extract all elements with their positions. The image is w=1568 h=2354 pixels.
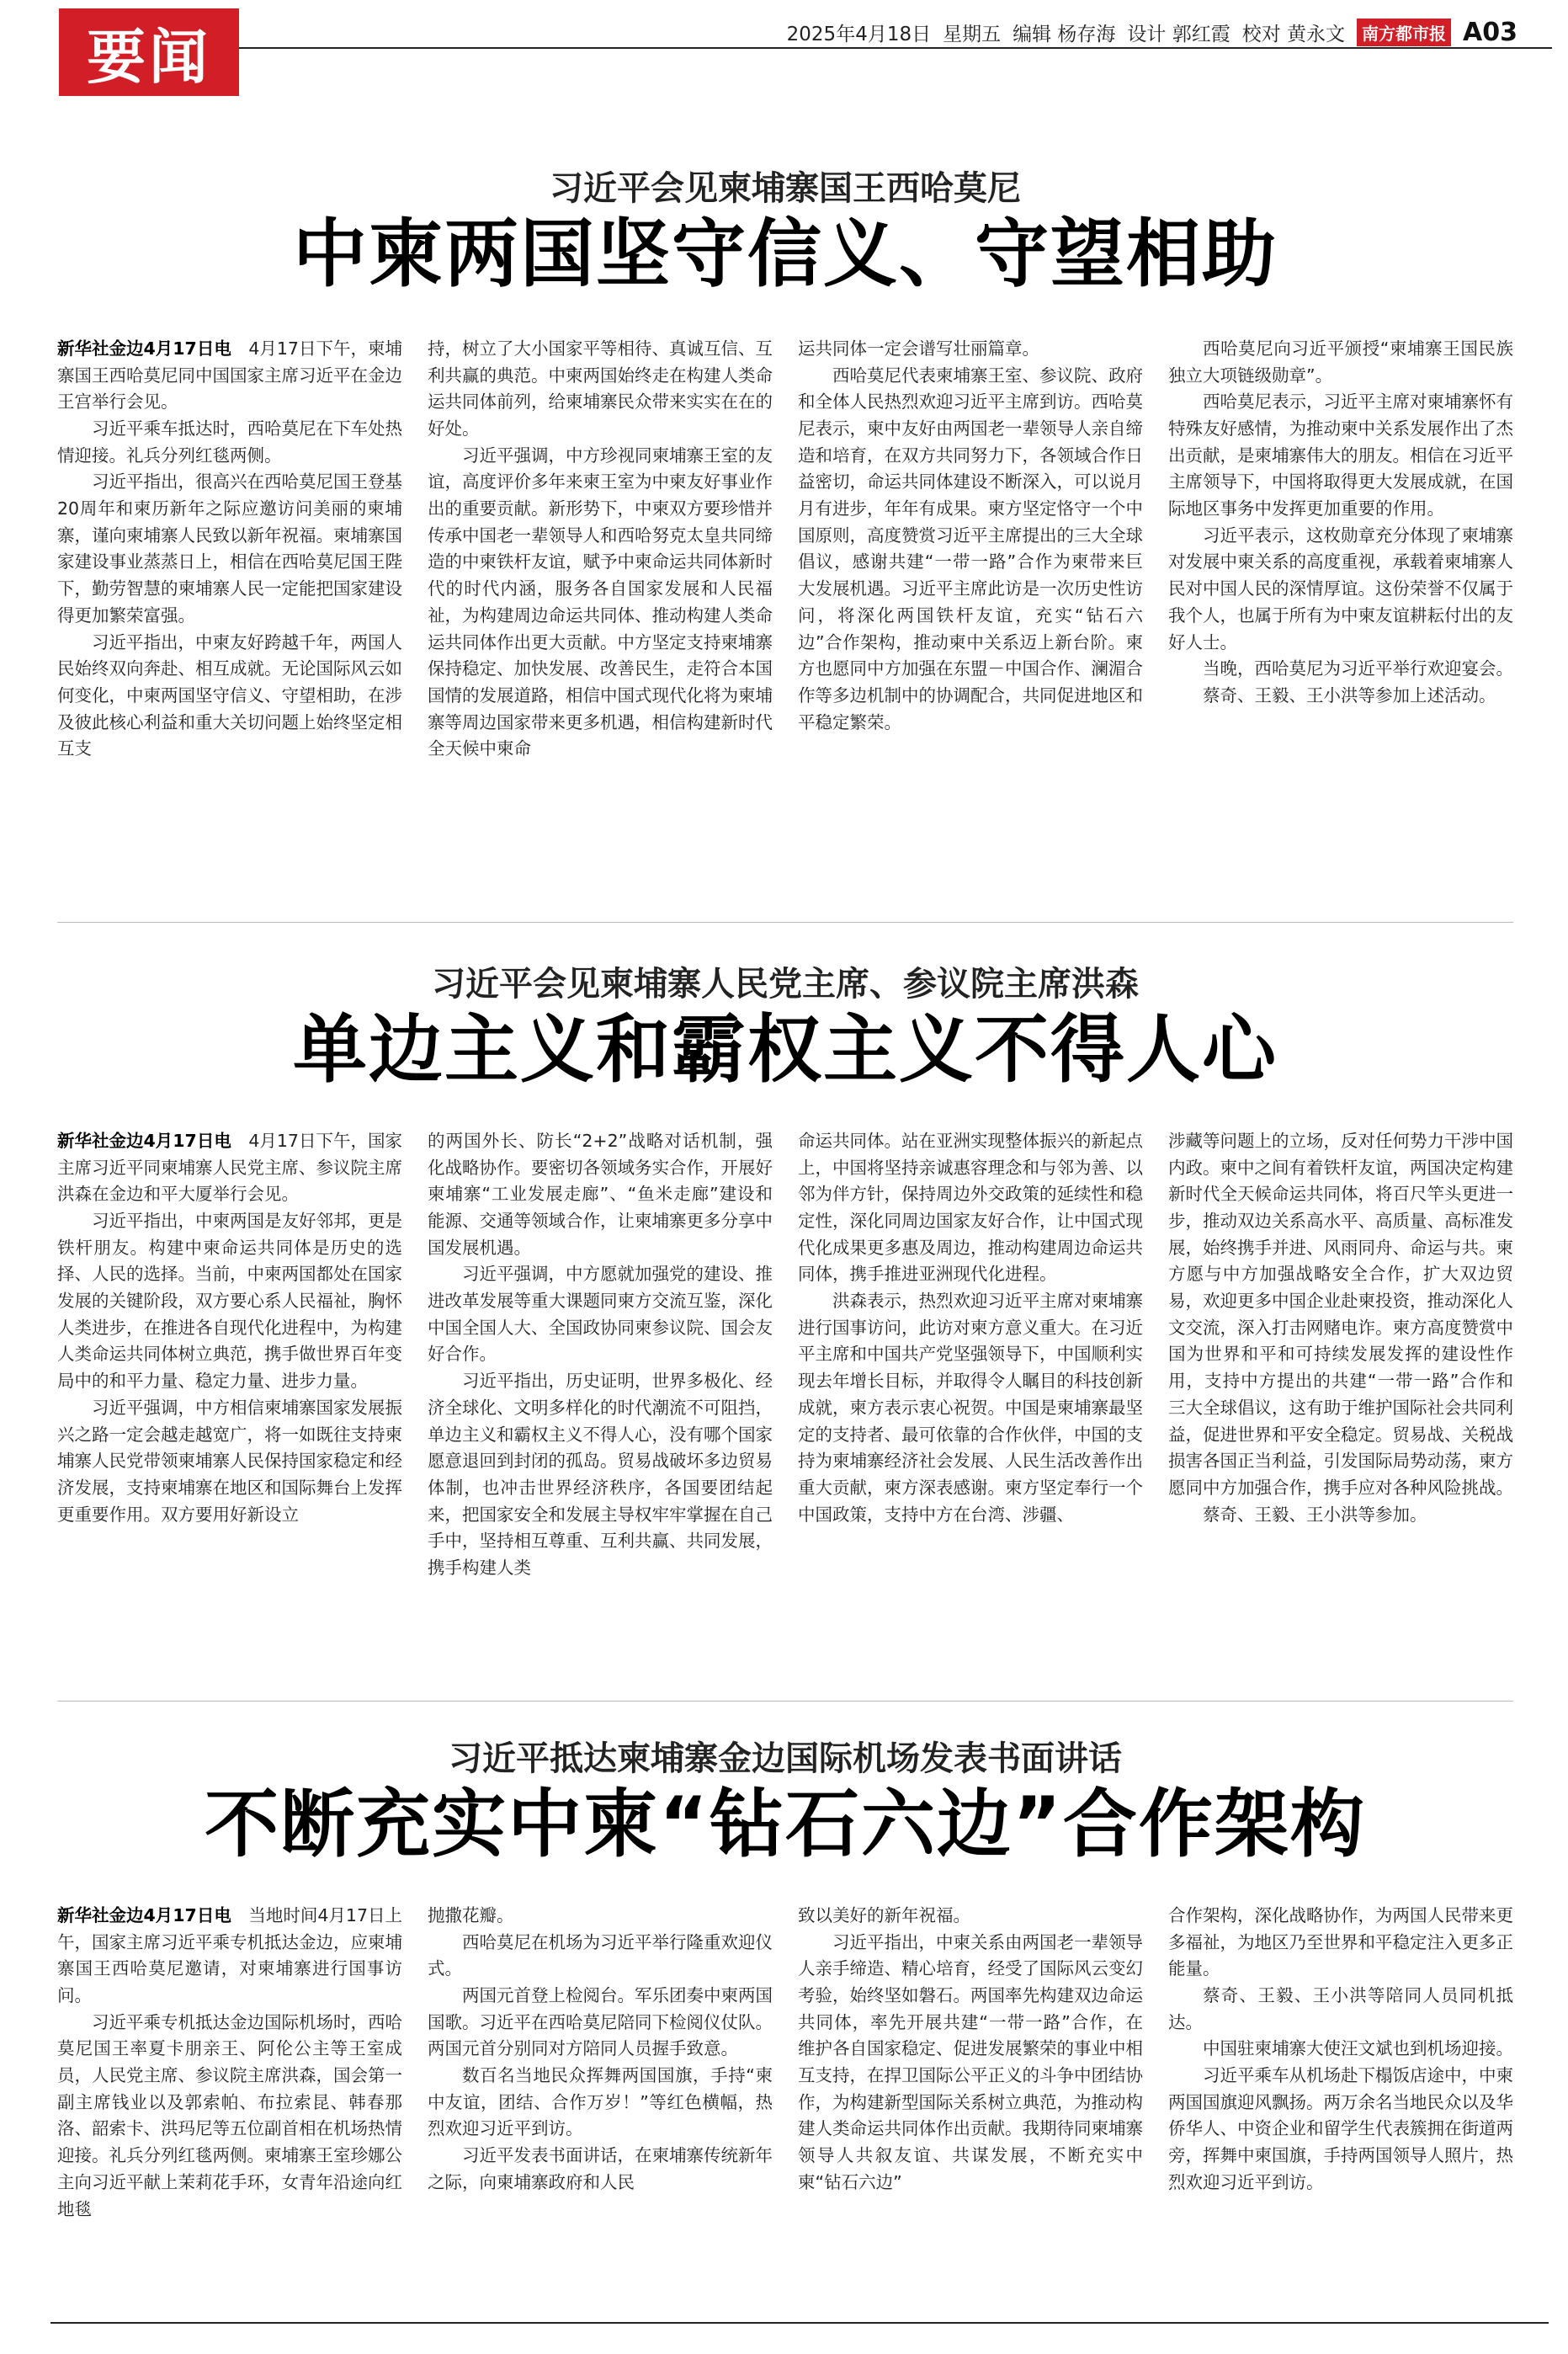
paragraph: 习近平强调，中方珍视同柬埔寨王室的友谊，高度评价多年来柬王室为中柬友好事业作出的重要贡献。新形势下，中柬双方要珍惜并传承中国老一辈领导人和西哈努克太皇共同缔造的中柬铁杆友谊，赋予中柬命运共同体新时代的时代内涵，服务各自国家发展和人民福祉，为构建周边命运共同体、推动构建人类命运共同体作出更大贡献。中方坚定支持柬埔寨保持稳定、加快发展、改善民生，走符合本国国情的发展道路，相信中国式现代化将为柬埔寨等周边国家带来更多机遇，相信构建新时代全天候中柬命	[428, 445, 773, 759]
paragraph: 习近平指出，中柬关系由两国老一辈领导人亲手缔造、精心培育，经受了国际风云变幻考验，始终坚如磐石。两国率先构建双边命运共同体，率先开展共建“一带一路”合作，在维护各自国家稳定、促进发展繁荣的事业中相互支持，在捍卫国际公平正义的斗争中团结协作，为构建新型国际关系树立典范，为推动构建人类命运共同体作出贡献。我期待同柬埔寨领导人共叙友谊、共谋发展，不断充实中柬“钻石六边”	[798, 1931, 1143, 2192]
paragraph: 4月17日下午，国家主席习近平同柬埔寨人民党主席、参议院主席洪森在金边和平大厦举行会见。	[57, 1130, 402, 1205]
proofreader-credit: 校对 黄永文	[1241, 23, 1346, 45]
paragraph: 习近平发表书面讲话，在柬埔寨传统新年之际，向柬埔寨政府和人民	[428, 2145, 773, 2192]
designer-credit: 设计 郭红霞	[1127, 23, 1230, 45]
paragraph: 习近平乘专机抵达金边国际机场时，西哈莫尼国王率夏卡朋亲王、阿伦公主等王室成员，人民党主席、参议院主席洪森，国会第一副主席钱业以及郭索帕、布拉索昆、韩春那洛、韶索卡、洪玛尼等五位副首相在机场热情迎接。礼兵分列红毯两侧。柬埔寨王室珍娜公主向习近平献上茉莉花手环，女青年沿途向红地毯	[57, 2011, 402, 2219]
paragraph: 习近平表示，这枚勋章充分体现了柬埔寨对发展中柬关系的高度重视，承载着柬埔寨人民对中国人民的深情厚谊。这份荣誉不仅属于我个人，也属于所有为中柬友谊耕耘付出的友好人士。	[1168, 525, 1513, 652]
issue-date: 2025年4月18日	[786, 23, 932, 45]
article-body	[57, 336, 1513, 763]
paragraph: 命运共同体。站在亚洲实现整体振兴的新起点上，中国将坚持亲诚惠容理念和与邻为善、以邻为伴方针，保持周边外交政策的延续性和稳定性，深化同周边国家友好合作，让中国式现代化成果更多惠及周边，推动构建周边命运共同体，携手推进亚洲现代化进程。	[798, 1130, 1143, 1285]
paragraph: 合作架构，深化战略协作，为两国人民带来更多福祉，为地区乃至世界和平稳定注入更多正能量。	[1168, 1904, 1513, 1979]
paragraph: 运共同体一定会谱写壮丽篇章。	[798, 338, 1039, 359]
article-column	[428, 1903, 773, 2223]
section-divider	[57, 1701, 1513, 1702]
article-column	[798, 1903, 1143, 2223]
article-body	[57, 1128, 1513, 1582]
dateline: 新华社金边4月17日电	[57, 338, 231, 359]
article-column	[798, 336, 1143, 763]
paragraph: 习近平乘车抵达时，西哈莫尼在下车处热情迎接。礼兵分列红毯两侧。	[57, 418, 402, 466]
article-column	[428, 1128, 773, 1582]
paragraph: 蔡奇、王毅、王小洪等陪同人员同机抵达。	[1168, 1984, 1513, 2032]
section-divider	[57, 922, 1513, 923]
paragraph: 习近平指出，历史证明，世界多极化、经济全球化、文明多样化的时代潮流不可阻挡，单边主义和霸权主义不得人心，没有哪个国家愿意退回到封闭的孤岛。贸易战破坏多边贸易体制，也冲击世界经济秩序，各国要团结起来，把国家安全和发展主导权牢牢掌握在自己手中，坚持相互尊重、互利共赢、共同发展，携手构建人类	[428, 1371, 773, 1579]
paper-logo: 南方都市报	[1357, 19, 1451, 46]
paragraph: 中国驻柬埔寨大使汪文斌也到机场迎接。	[1203, 2038, 1513, 2059]
paragraph: 当晚，西哈莫尼为习近平举行欢迎宴会。	[1203, 658, 1513, 679]
article-column	[57, 336, 402, 763]
paragraph: 西哈莫尼向习近平颁授“柬埔寨王国民族独立大项链级勋章”。	[1168, 338, 1513, 386]
paragraph: 抛撒花瓣。	[428, 1904, 514, 1925]
article-column	[57, 1128, 402, 1582]
paragraph: 习近平强调，中方愿就加强党的建设、推进改革发展等重大课题同柬方交流互鉴，深化中国全国人大、全国政协同柬参议院、国会友好合作。	[428, 1264, 773, 1365]
paragraph: 习近平指出，很高兴在西哈莫尼国王登基20周年和柬历新年之际应邀访问美丽的柬埔寨，谨向柬埔寨人民致以新年祝福。柬埔寨国家建设事业蒸蒸日上，相信在西哈莫尼国王陛下，勤劳智慧的柬埔寨人民一定能把国家建设得更加繁荣富强。	[57, 471, 402, 626]
paragraph: 西哈莫尼在机场为习近平举行隆重欢迎仪式。	[428, 1931, 773, 1979]
article-column	[1168, 336, 1513, 763]
paragraph: 涉藏等问题上的立场，反对任何势力干涉中国内政。柬中之间有着铁杆友谊，两国决定构建新时代全天候命运共同体，将百尺竿头更进一步，推动双边关系高水平、高质量、高标准发展，始终携手并进、风雨同舟、命运与共。柬方愿与中方加强战略安全合作，扩大双边贸易，欢迎更多中国企业赴柬投资，推动深化人文交流，深入打击网赌电诈。柬方高度赞赏中国为世界和平和可持续发展发挥的建设性作用，支持中方提出的共建“一带一路”合作和三大全球倡议，这有助于维护国际社会共同利益，促进世界和平安全稳定。贸易战、关税战损害各国正当利益，引发国际局势动荡，柬方愿同中方加强合作，携手应对各种风险挑战。	[1168, 1130, 1513, 1498]
paragraph: 蔡奇、王毅、王小洪等参加上述活动。	[1203, 684, 1496, 706]
dateline: 新华社金边4月17日电	[57, 1904, 231, 1925]
article-headline: 单边主义和霸权主义不得人心	[292, 1006, 1278, 1093]
article-column	[1168, 1903, 1513, 2223]
paragraph: 习近平乘车从机场赴下榻饭店途中，中柬两国国旗迎风飘扬。两万余名当地民众以及华侨华人、中资企业和留学生代表簇拥在街道两旁，挥舞中柬国旗，手持两国领导人照片，热烈欢迎习近平到访。	[1168, 2065, 1513, 2192]
paragraph: 的两国外长、防长“2+2”战略对话机制，强化战略协作。要密切各领域务实合作，开展好柬埔寨“工业发展走廊”、“鱼米走廊”建设和能源、交通等领域合作，让柬埔寨更多分享中国发展机遇。	[428, 1130, 773, 1258]
paragraph: 当地时间4月17日上午，国家主席习近平乘专机抵达金边，应柬埔寨国王西哈莫尼邀请，对柬埔寨进行国事访问。	[57, 1904, 402, 2005]
paragraph: 习近平指出，中柬友好跨越千年，两国人民始终双向奔赴、相互成就。无论国际风云如何变化，中柬两国坚守信义、守望相助，在涉及彼此核心利益和重大关切问题上始终坚定相互支	[57, 631, 402, 759]
article-kicker: 习近平会见柬埔寨国王西哈莫尼	[550, 168, 1021, 208]
article-column	[1168, 1128, 1513, 1582]
page-number: A03	[1463, 17, 1518, 47]
paragraph: 洪森表示，热烈欢迎习近平主席对柬埔寨进行国事访问，此访对柬方意义重大。在习近平主席和中国共产党坚强领导下，中国顺利实现去年增长目标，并取得令人瞩目的科技创新成就，柬方表示衷心祝贺。中国是柬埔寨最坚定的支持者、最可依靠的合作伙伴，中国的支持为柬埔寨经济社会发展、人民生活改善作出重大贡献，柬方深表感谢。柬方坚定奉行一个中国政策，支持中方在台湾、涉疆、	[798, 1291, 1143, 1525]
paragraph: 持，树立了大小国家平等相待、真诚互信、互利共赢的典范。中柬两国始终走在构建人类命运共同体前列，给柬埔寨民众带来实实在在的好处。	[428, 338, 773, 439]
article-headline: 不断充实中柬“钻石六边”合作架构	[205, 1781, 1366, 1867]
article-2	[57, 964, 1513, 1582]
article-headline: 中柬两国坚守信义、守望相助	[292, 210, 1278, 297]
article-body	[57, 1903, 1513, 2223]
article-column	[57, 1903, 402, 2223]
paragraph: 习近平指出，中柬两国是友好邻邦，更是铁杆朋友。构建中柬命运共同体是历史的选择、人民的选择。当前，中柬两国都处在国家发展的关键阶段，双方要心系人民福祉，胸怀人类进步，在推进各自现代化进程中，为构建人类命运共同体树立典范，携手做世界百年变局中的和平力量、稳定力量、进步力量。	[57, 1210, 402, 1392]
paragraph: 西哈莫尼代表柬埔寨王室、参议院、政府和全体人民热烈欢迎习近平主席到访。西哈莫尼表示，柬中友好由两国老一辈领导人亲自缔造和培育，在双方共同努力下，各领域合作日益密切，命运共同体建设不断深入，可以说月月有进步，年年有成果。柬方坚定恪守一个中国原则，高度赞赏习近平主席提出的三大全球倡议，感谢共建“一带一路”合作为柬带来巨大发展机遇。习近平主席此访是一次历史性访问，将深化两国铁杆友谊，充实“钻石六边”合作架构，推动柬中关系迈上新台阶。柬方也愿同中方加强在东盟－中国合作、澜湄合作等多边机制中的协调配合，共同促进地区和平稳定繁荣。	[798, 365, 1143, 732]
article-kicker: 习近平抵达柬埔寨金边国际机场发表书面讲话	[449, 1739, 1122, 1778]
article-1	[57, 168, 1513, 763]
section-masthead: 要闻	[59, 8, 239, 96]
issue-weekday: 星期五	[943, 23, 1002, 45]
paragraph: 4月17日下午，柬埔寨国王西哈莫尼同中国国家主席习近平在金边王宫举行会见。	[57, 338, 402, 413]
article-column	[428, 336, 773, 763]
paragraph: 蔡奇、王毅、王小洪等参加。	[1203, 1504, 1427, 1525]
paragraph: 致以美好的新年祝福。	[798, 1904, 970, 1925]
paragraph: 两国元首登上检阅台。军乐团奏中柬两国国歌。习近平在西哈莫尼陪同下检阅仪仗队。两国元首分别同对方陪同人员握手致意。	[428, 1984, 773, 2059]
paragraph: 数百名当地民众挥舞两国国旗，手持“柬中友谊，团结、合作万岁！”等红色横幅，热烈欢迎习近平到访。	[428, 2065, 773, 2139]
article-column	[798, 1128, 1143, 1582]
paragraph: 西哈莫尼表示，习近平主席对柬埔寨怀有特殊友好感情，为推动柬中关系发展作出了杰出贡献，是柬埔寨伟大的朋友。相信在习近平主席领导下，中国将取得更大发展成就，在国际地区事务中发挥更加重要的作用。	[1168, 391, 1513, 519]
article-3	[57, 1739, 1513, 2223]
footer-rule	[50, 2322, 1549, 2324]
paragraph: 习近平强调，中方相信柬埔寨国家发展振兴之路一定会越走越宽广，将一如既往支持柬埔寨人民党带领柬埔寨人民保持国家稳定和经济发展，支持柬埔寨在地区和国际舞台上发挥更重要作用。双方要用好新设立	[57, 1397, 402, 1525]
dateline: 新华社金边4月17日电	[57, 1130, 231, 1151]
editor-credit: 编辑 杨存海	[1013, 23, 1116, 45]
page-meta	[787, 15, 1518, 49]
article-kicker: 习近平会见柬埔寨人民党主席、参议院主席洪森	[432, 964, 1139, 1004]
